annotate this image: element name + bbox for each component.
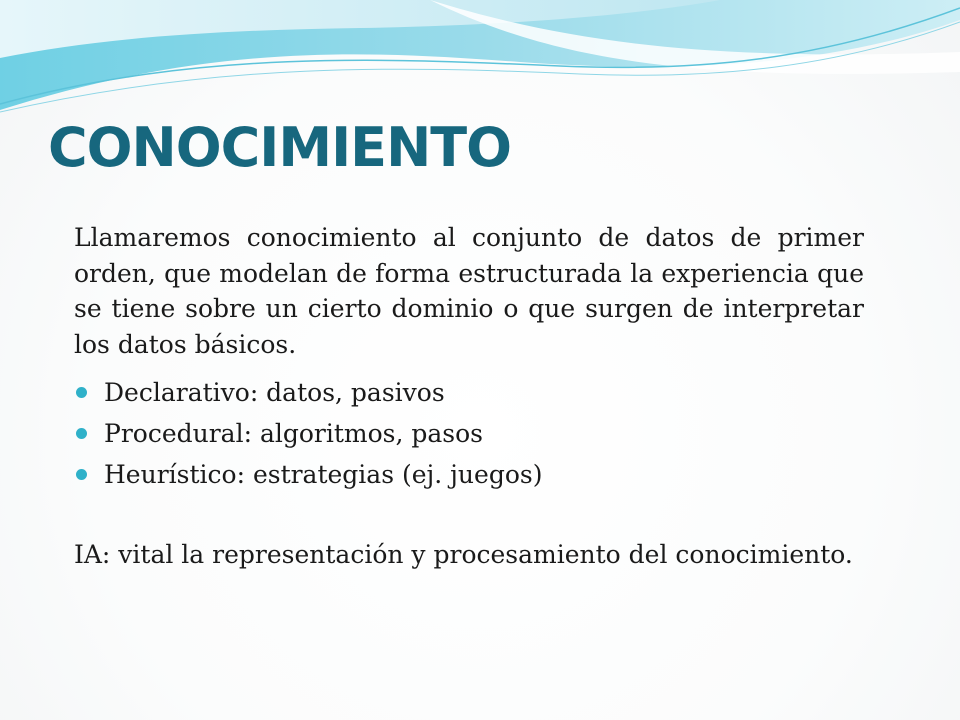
list-item <box>74 454 864 495</box>
bullet-dot-icon <box>76 428 87 439</box>
bullet-dot-icon <box>76 387 87 398</box>
list-item-text: Declarativo: datos, pasivos <box>104 378 445 407</box>
knowledge-types-list <box>74 372 864 495</box>
header-wave-decoration <box>0 0 960 120</box>
definition-paragraph: Llamaremos conocimiento al conjunto de datos de primer orden, que modelan de forma estructurada la experiencia que se tiene sobre un cierto dominio o que surgen de interpretar los datos básicos. <box>74 223 864 359</box>
list-item <box>74 413 864 454</box>
slide-title: CONOCIMIENTO <box>48 116 512 179</box>
list-item-text: Heurístico: estrategias (ej. juegos) <box>104 460 543 489</box>
list-item-text: Procedural: algoritmos, pasos <box>104 419 483 448</box>
slide-body <box>74 220 864 573</box>
bullet-dot-icon <box>76 469 87 480</box>
closing-paragraph: IA: vital la representación y procesamiento del conocimiento. <box>74 540 853 569</box>
list-item <box>74 372 864 413</box>
